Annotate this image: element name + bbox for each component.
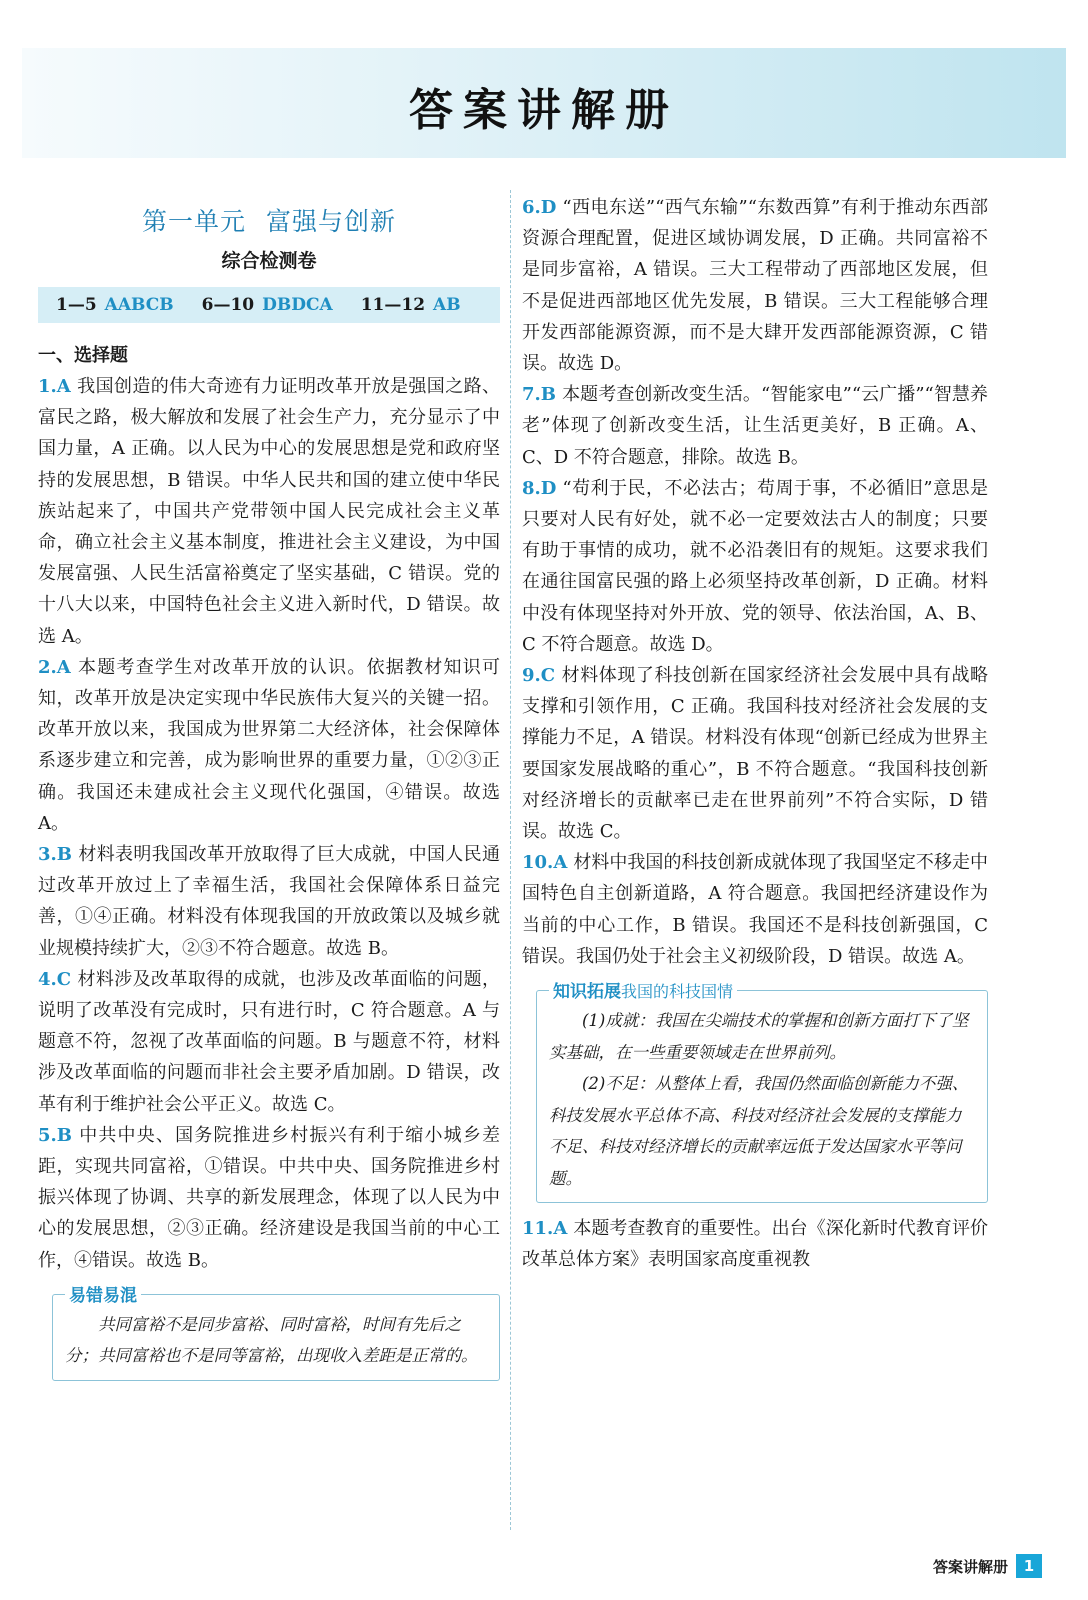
column-divider xyxy=(510,190,511,1530)
knowledge-tip-p2: (2)不足：从整体上看，我国仍然面临创新能力不强、科技发展水平总体不高、科技对经济社会发展的支撑能力不足、科技对经济增长的贡献率远低于发达国家水平等问题。 xyxy=(549,1074,969,1188)
exam-title: 综合检测卷 xyxy=(221,250,317,272)
section-title: 一、选择题 xyxy=(38,345,128,366)
answer-item: 4.C 材料涉及改革取得的成就，也涉及改革面临的问题，说明了改革没有完成时，只有进行时，C 符合题意。A 与题意不符，忽视了改革面临的问题。B 与题意不符，材料涉及改革面临的问题而非社会主要矛盾加剧。D 错误，改革有利于维护社会公平正义。故选 C。 xyxy=(38,968,500,1115)
answer-item: 7.B 本题考查创新改变生活。“智能家电”“云广播”“智慧养老”体现了创新改变生活，让生活更美好，B 正确。A、C、D 不符合题意，排除。故选 B。 xyxy=(522,384,988,468)
knowledge-tip-label: 知识拓展我国的科技国情 xyxy=(549,977,737,1002)
answer-item: 2.A 本题考查学生对改革开放的认识。依据教材知识可知，改革开放是决定实现中华民族伟大复兴的关键一招。改革开放以来，我国成为世界第二大经济体，社会保障体系逐步建立和完善，成为影响世界的重要力量，①②③正确。我国还未建成社会主义现代化强国，④错误。故选 A。 xyxy=(38,656,500,834)
unit-title xyxy=(38,202,500,238)
right-column xyxy=(522,192,988,1275)
knowledge-tip-box xyxy=(536,982,988,1203)
mistakes-tip-text: 共同富裕不是同步富裕、同时富裕，时间有先后之分；共同富裕也不是同等富裕，出现收入差距是正常的。 xyxy=(65,1314,478,1366)
answer-item: 10.A 材料中我国的科技创新成就体现了我国坚定不移走中国特色自主创新道路，A 符合题意。我国把经济建设作为当前的中心工作，B 错误。我国还不是科技创新强国，C 错误。我国仍处于社会主义初级阶段，D 错误。故选 A。 xyxy=(522,852,988,967)
footer-label: 答案讲解册 xyxy=(932,1557,1008,1576)
answer-group: 11—12 AB xyxy=(360,295,461,315)
answer-item: 9.C 材料体现了科技创新在国家经济社会发展中具有战略支撑和引领作用，C 正确。我国科技对经济社会发展的支撑能力不足，A 错误。材料没有体现“创新已经成为世界主要国家发展战略的重心”，B 不符合题意。“我国科技创新对经济增长的贡献率已走在世界前列”不符合实际，D 错误。故选 C。 xyxy=(522,665,988,843)
knowledge-tip-p1: (1)成就：我国在尖端技术的掌握和创新方面打下了坚实基础，在一些重要领域走在世界前列。 xyxy=(549,1011,969,1062)
page-number: 1 xyxy=(1016,1554,1042,1578)
answer-item: 1.A 我国创造的伟大奇迹有力证明改革开放是强国之路、富民之路，极大解放和发展了社会生产力，充分显示了中国力量，A 正确。以人民为中心的发展思想是党和政府坚持的发展思想，B 错误。中华人民共和国的建立使中华民族站起来了，中国共产党带领中国人民完成社会主义革命，确立社会主义基本制度，推进社会主义建设，为中国发展富强、人民生活富裕奠定了坚实基础，C 错误。党的十八大以来，中国特色社会主义进入新时代，D 错误。故选 A。 xyxy=(38,376,500,647)
answer-group: 6—10 DBDCA xyxy=(201,295,333,315)
unit-number: 第一单元 xyxy=(141,207,246,236)
page-title: 答案讲解册 xyxy=(409,85,679,136)
answer-key-strip xyxy=(38,287,500,323)
answer-item: 3.B 材料表明我国改革开放取得了巨大成就，中国人民通过改革开放过上了幸福生活，我国社会保障体系日益完善，①④正确。材料没有体现我国的开放政策以及城乡就业规模持续扩大，②③不符合题意。故选 B。 xyxy=(38,844,500,959)
answer-item: 5.B 中共中央、国务院推进乡村振兴有利于缩小城乡差距，实现共同富裕，①错误。中共中央、国务院推进乡村振兴体现了协调、共享的新发展理念，体现了以人民为中心的发展思想，②③正确。经济建设是我国当前的中心工作，④错误。故选 B。 xyxy=(38,1124,500,1271)
knowledge-tip-subtitle: 我国的科技国情 xyxy=(621,982,734,1002)
answer-item: 6.D “西电东送”“西气东输”“东数西算”有利于推动东西部资源合理配置，促进区域协调发展，D 正确。共同富裕不是同步富裕，A 错误。三大工程带动了西部地区发展，但不是促进西部地区优先发展，B 错误。三大工程能够合理开发西部能源资源，而不是大肆开发西部能源资源，C 错误。故选 D。 xyxy=(522,197,988,375)
mistakes-tip-box xyxy=(52,1285,500,1381)
answer-item: 8.D “苟利于民，不必法古；苟周于事，不必循旧”意思是只要对人民有好处，就不必一定要效法古人的制度；只要有助于事情的成功，就不必沿袭旧有的规矩。这要求我们在通往国富民强的路上必须坚持改革创新，D 正确。材料中没有体现坚持对外开放、党的领导、依法治国，A、B、C 不符合题意。故选 D。 xyxy=(522,477,988,655)
page-footer xyxy=(933,1554,1042,1578)
answer-item: 11.A 本题考查教育的重要性。出台《深化新时代教育评价改革总体方案》表明国家高度重视教 xyxy=(522,1218,988,1271)
answer-group: 1—5 AABCB xyxy=(56,295,174,315)
unit-theme: 富强与创新 xyxy=(266,207,397,236)
mistakes-tip-label: 易错易混 xyxy=(65,1281,141,1306)
left-column xyxy=(38,192,500,1391)
